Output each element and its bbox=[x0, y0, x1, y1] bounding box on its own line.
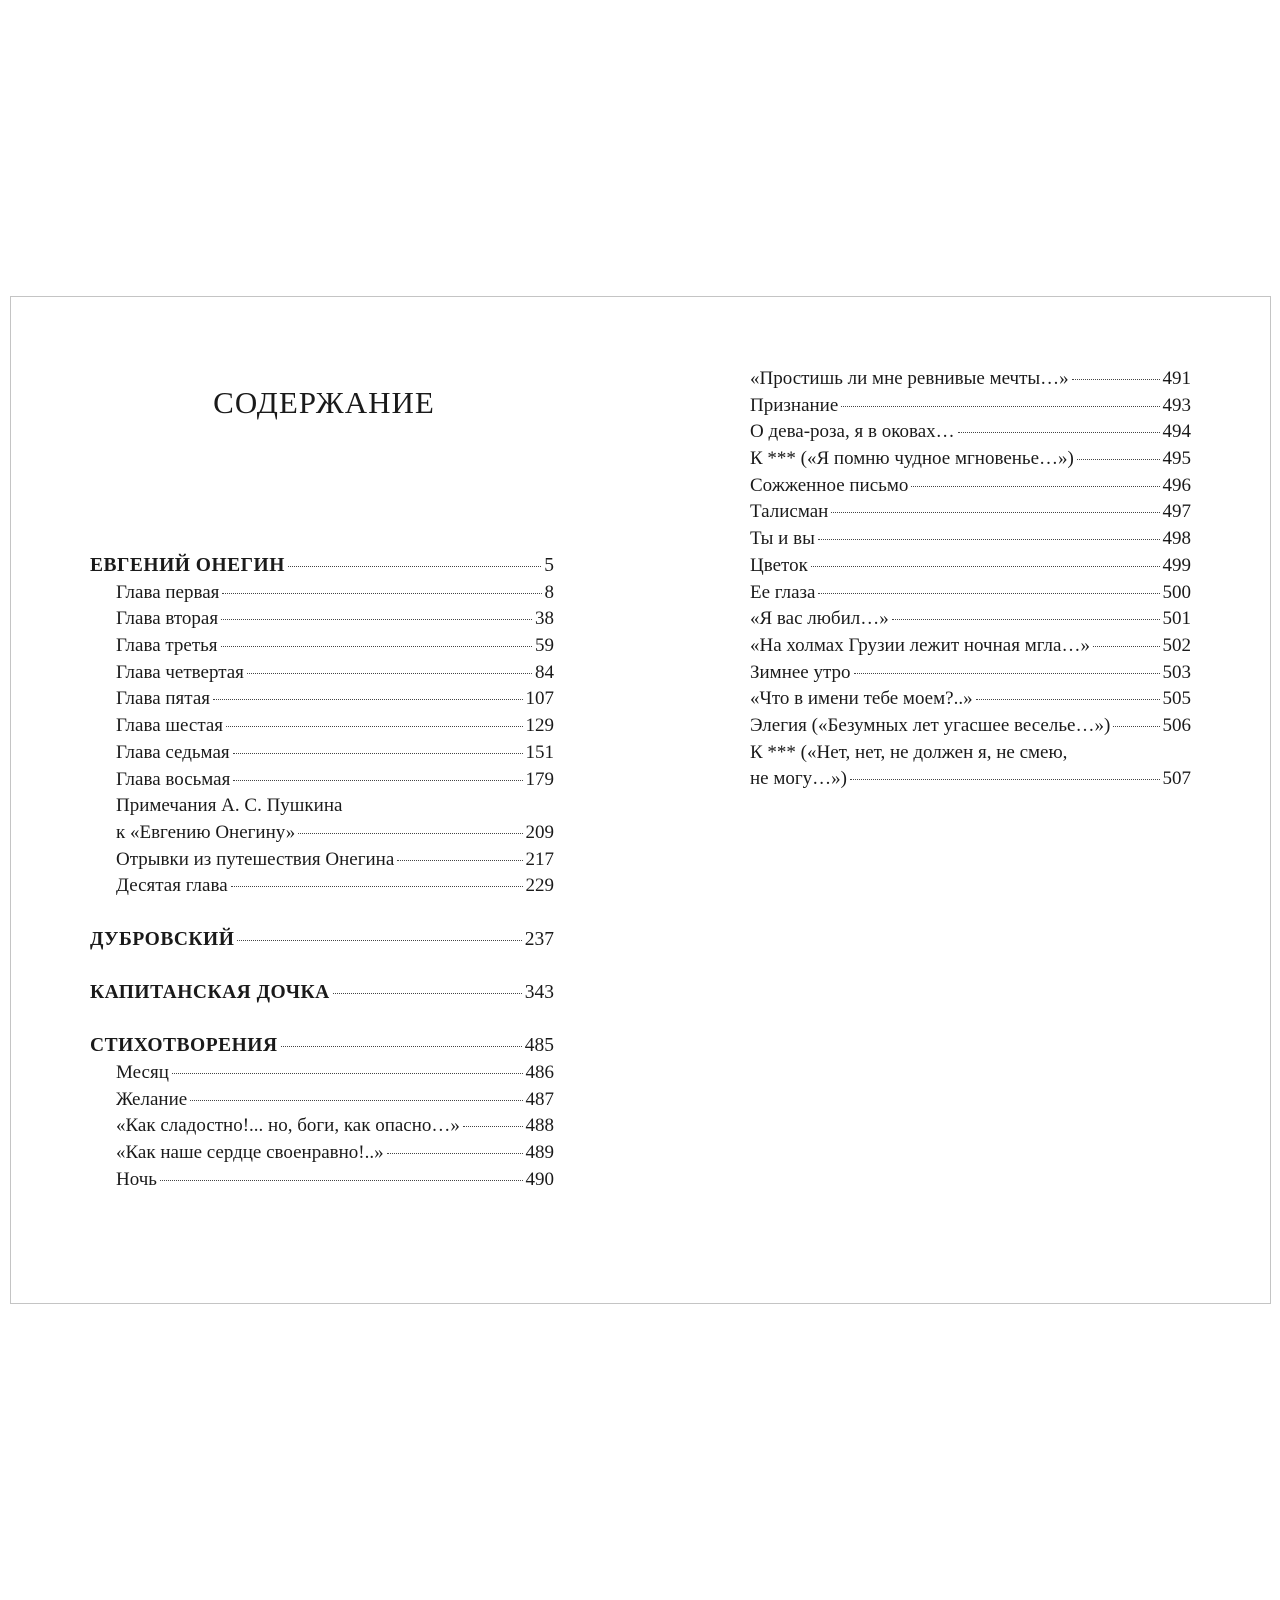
entry-title: Глава вторая bbox=[116, 608, 219, 630]
section-title: ЕВГЕНИЙ ОНЕГИН bbox=[90, 555, 285, 576]
dot-leader bbox=[160, 1180, 523, 1181]
page-number: 486 bbox=[525, 1062, 554, 1084]
entry-title: Примечания А. С. Пушкина bbox=[116, 795, 343, 817]
page-number: 107 bbox=[525, 688, 554, 710]
toc-entry bbox=[90, 1087, 554, 1114]
page-number: 179 bbox=[525, 768, 554, 790]
entry-title: Ее глаза bbox=[750, 581, 816, 603]
entry-title: Глава седьмая bbox=[116, 741, 230, 763]
page-number: 499 bbox=[1162, 554, 1191, 576]
page-number: 493 bbox=[1162, 394, 1191, 416]
toc-entry bbox=[90, 580, 554, 607]
toc-section-onegin bbox=[90, 553, 554, 580]
dot-leader bbox=[397, 860, 522, 861]
entry-title: к «Евгению Онегину» bbox=[116, 821, 296, 843]
entry-title: «На холмах Грузии лежит ночная мгла…» bbox=[750, 634, 1090, 656]
section-title: ДУБРОВСКИЙ bbox=[90, 928, 235, 950]
toc-right-column bbox=[750, 366, 1191, 793]
page-number: 485 bbox=[524, 1035, 554, 1057]
entry-title: Десятая глава bbox=[116, 875, 228, 897]
dot-leader bbox=[463, 1126, 523, 1127]
dot-leader bbox=[298, 833, 522, 834]
dot-leader bbox=[850, 779, 1160, 780]
toc-entry bbox=[750, 633, 1191, 660]
page-number: 494 bbox=[1162, 421, 1191, 443]
page-number: 209 bbox=[525, 821, 554, 843]
dot-leader bbox=[231, 886, 523, 887]
page-number: 505 bbox=[1162, 688, 1191, 710]
page-number: 501 bbox=[1162, 608, 1191, 630]
dot-leader bbox=[1093, 646, 1160, 647]
page-number: 495 bbox=[1162, 448, 1191, 470]
toc-section-poems bbox=[90, 1033, 554, 1060]
dot-leader bbox=[281, 1046, 522, 1047]
entry-title: Глава пятая bbox=[116, 688, 210, 710]
page-number: 8 bbox=[544, 581, 554, 603]
page-number: 84 bbox=[535, 661, 554, 683]
toc-entry bbox=[90, 1140, 554, 1167]
toc-entry bbox=[750, 713, 1191, 740]
toc-entry bbox=[90, 1113, 554, 1140]
entry-title: Отрывки из путешествия Онегина bbox=[116, 848, 395, 870]
page-number: 38 bbox=[535, 608, 554, 630]
toc-entry bbox=[750, 499, 1191, 526]
toc-entry bbox=[750, 366, 1191, 393]
page-number: 506 bbox=[1162, 714, 1191, 736]
page-number: 503 bbox=[1162, 661, 1191, 683]
page-number: 488 bbox=[525, 1115, 554, 1137]
entry-title: Месяц bbox=[116, 1062, 169, 1084]
dot-leader bbox=[288, 566, 541, 567]
dot-leader bbox=[911, 486, 1159, 487]
toc-entry bbox=[750, 660, 1191, 687]
dot-leader bbox=[222, 593, 541, 594]
toc-entry bbox=[750, 419, 1191, 446]
entry-title: «Как наше сердце своенравно!..» bbox=[116, 1142, 384, 1164]
section-title: КАПИТАНСКАЯ ДОЧКА bbox=[90, 982, 330, 1003]
entry-title: Элегия («Безумных лет угасшее веселье…») bbox=[750, 714, 1111, 736]
dot-leader bbox=[387, 1153, 523, 1154]
dot-leader bbox=[190, 1100, 522, 1101]
page-number: 129 bbox=[525, 715, 554, 737]
entry-title: Глава третья bbox=[116, 635, 218, 657]
toc-entry bbox=[750, 686, 1191, 713]
dot-leader bbox=[958, 432, 1160, 433]
page-number: 237 bbox=[524, 928, 554, 950]
toc-entry bbox=[90, 740, 554, 767]
toc-entry bbox=[90, 820, 554, 847]
page-number: 489 bbox=[525, 1142, 554, 1164]
entry-title: Ночь bbox=[116, 1168, 157, 1190]
entry-title: Глава шестая bbox=[116, 715, 224, 737]
toc-entry bbox=[90, 606, 554, 633]
entry-title: не могу…») bbox=[750, 768, 847, 790]
dot-leader bbox=[213, 699, 523, 700]
page-number: 487 bbox=[525, 1088, 554, 1110]
entry-title: Талисман bbox=[750, 501, 829, 523]
dot-leader bbox=[233, 780, 522, 781]
dot-leader bbox=[226, 726, 522, 727]
page-number: 490 bbox=[525, 1168, 554, 1190]
entry-title: Зимнее утро bbox=[750, 661, 851, 683]
dot-leader bbox=[237, 940, 521, 941]
entry-title: Сожженное письмо bbox=[750, 474, 909, 496]
dot-leader bbox=[811, 566, 1160, 567]
dot-leader bbox=[854, 673, 1160, 674]
section-title: СТИХОТВОРЕНИЯ bbox=[90, 1035, 278, 1057]
dot-leader bbox=[818, 593, 1159, 594]
entry-title: Ты и вы bbox=[750, 528, 815, 550]
entry-title: Глава четвертая bbox=[116, 661, 244, 683]
entry-title: «Простишь ли мне ревнивые мечты…» bbox=[750, 368, 1069, 389]
page-number: 497 bbox=[1162, 501, 1191, 523]
page-number: 502 bbox=[1162, 634, 1191, 656]
dot-leader bbox=[221, 646, 532, 647]
page-number: 491 bbox=[1162, 368, 1191, 389]
dot-leader bbox=[892, 619, 1160, 620]
toc-entry bbox=[750, 766, 1191, 793]
dot-leader bbox=[1077, 459, 1160, 460]
toc-entry bbox=[90, 1167, 554, 1194]
page-number: 217 bbox=[525, 848, 554, 870]
dot-leader bbox=[976, 699, 1160, 700]
toc-entry bbox=[90, 1060, 554, 1087]
entry-title: Цветок bbox=[750, 554, 808, 576]
page-title: СОДЕРЖАНИЕ bbox=[213, 384, 435, 420]
entry-title: К *** («Нет, нет, не должен я, не смею, bbox=[750, 741, 1068, 763]
page-number: 343 bbox=[524, 982, 554, 1003]
dot-leader bbox=[221, 619, 532, 620]
dot-leader bbox=[831, 512, 1159, 513]
dot-leader bbox=[1113, 726, 1159, 727]
entry-title: «Я вас любил…» bbox=[750, 608, 889, 630]
toc-entry bbox=[90, 686, 554, 713]
dot-leader bbox=[841, 406, 1159, 407]
toc-entry-line bbox=[90, 793, 554, 820]
toc-section-captain bbox=[90, 980, 554, 1007]
entry-title: К *** («Я помню чудное мгновенье…») bbox=[750, 448, 1074, 470]
toc-entry bbox=[750, 526, 1191, 553]
page-number: 500 bbox=[1162, 581, 1191, 603]
entry-title: «Что в имени тебе моем?..» bbox=[750, 688, 973, 710]
toc-entry bbox=[90, 767, 554, 794]
toc-entry bbox=[750, 553, 1191, 580]
entry-title: Глава восьмая bbox=[116, 768, 231, 790]
toc-entry bbox=[750, 473, 1191, 500]
page-number: 507 bbox=[1162, 768, 1191, 790]
toc-entry bbox=[750, 606, 1191, 633]
toc-entry-line bbox=[750, 740, 1191, 767]
toc-entry bbox=[90, 847, 554, 874]
entry-title: Глава первая bbox=[116, 581, 220, 603]
toc-left-column bbox=[90, 553, 554, 1194]
entry-title: «Как сладостно!... но, боги, как опасно…» bbox=[116, 1115, 460, 1137]
dot-leader bbox=[247, 673, 532, 674]
entry-title: Желание bbox=[116, 1088, 188, 1110]
entry-title: Признание bbox=[750, 394, 839, 416]
toc-entry bbox=[90, 633, 554, 660]
toc-entry bbox=[90, 873, 554, 900]
toc-entry bbox=[90, 660, 554, 687]
toc-entry bbox=[750, 446, 1191, 473]
page-number: 59 bbox=[535, 635, 554, 657]
dot-leader bbox=[233, 753, 523, 754]
page-number: 498 bbox=[1162, 528, 1191, 550]
page-number: 151 bbox=[525, 741, 554, 763]
toc-entry bbox=[750, 580, 1191, 607]
page-number: 496 bbox=[1162, 474, 1191, 496]
toc-section-dubrovsky bbox=[90, 927, 554, 954]
toc-entry bbox=[90, 713, 554, 740]
dot-leader bbox=[333, 993, 522, 994]
dot-leader bbox=[1072, 379, 1160, 380]
dot-leader bbox=[172, 1073, 523, 1074]
page-number: 229 bbox=[525, 875, 554, 897]
dot-leader bbox=[818, 539, 1160, 540]
page-number: 5 bbox=[544, 555, 554, 576]
entry-title: О дева-роза, я в оковах… bbox=[750, 421, 955, 443]
toc-entry bbox=[750, 393, 1191, 420]
